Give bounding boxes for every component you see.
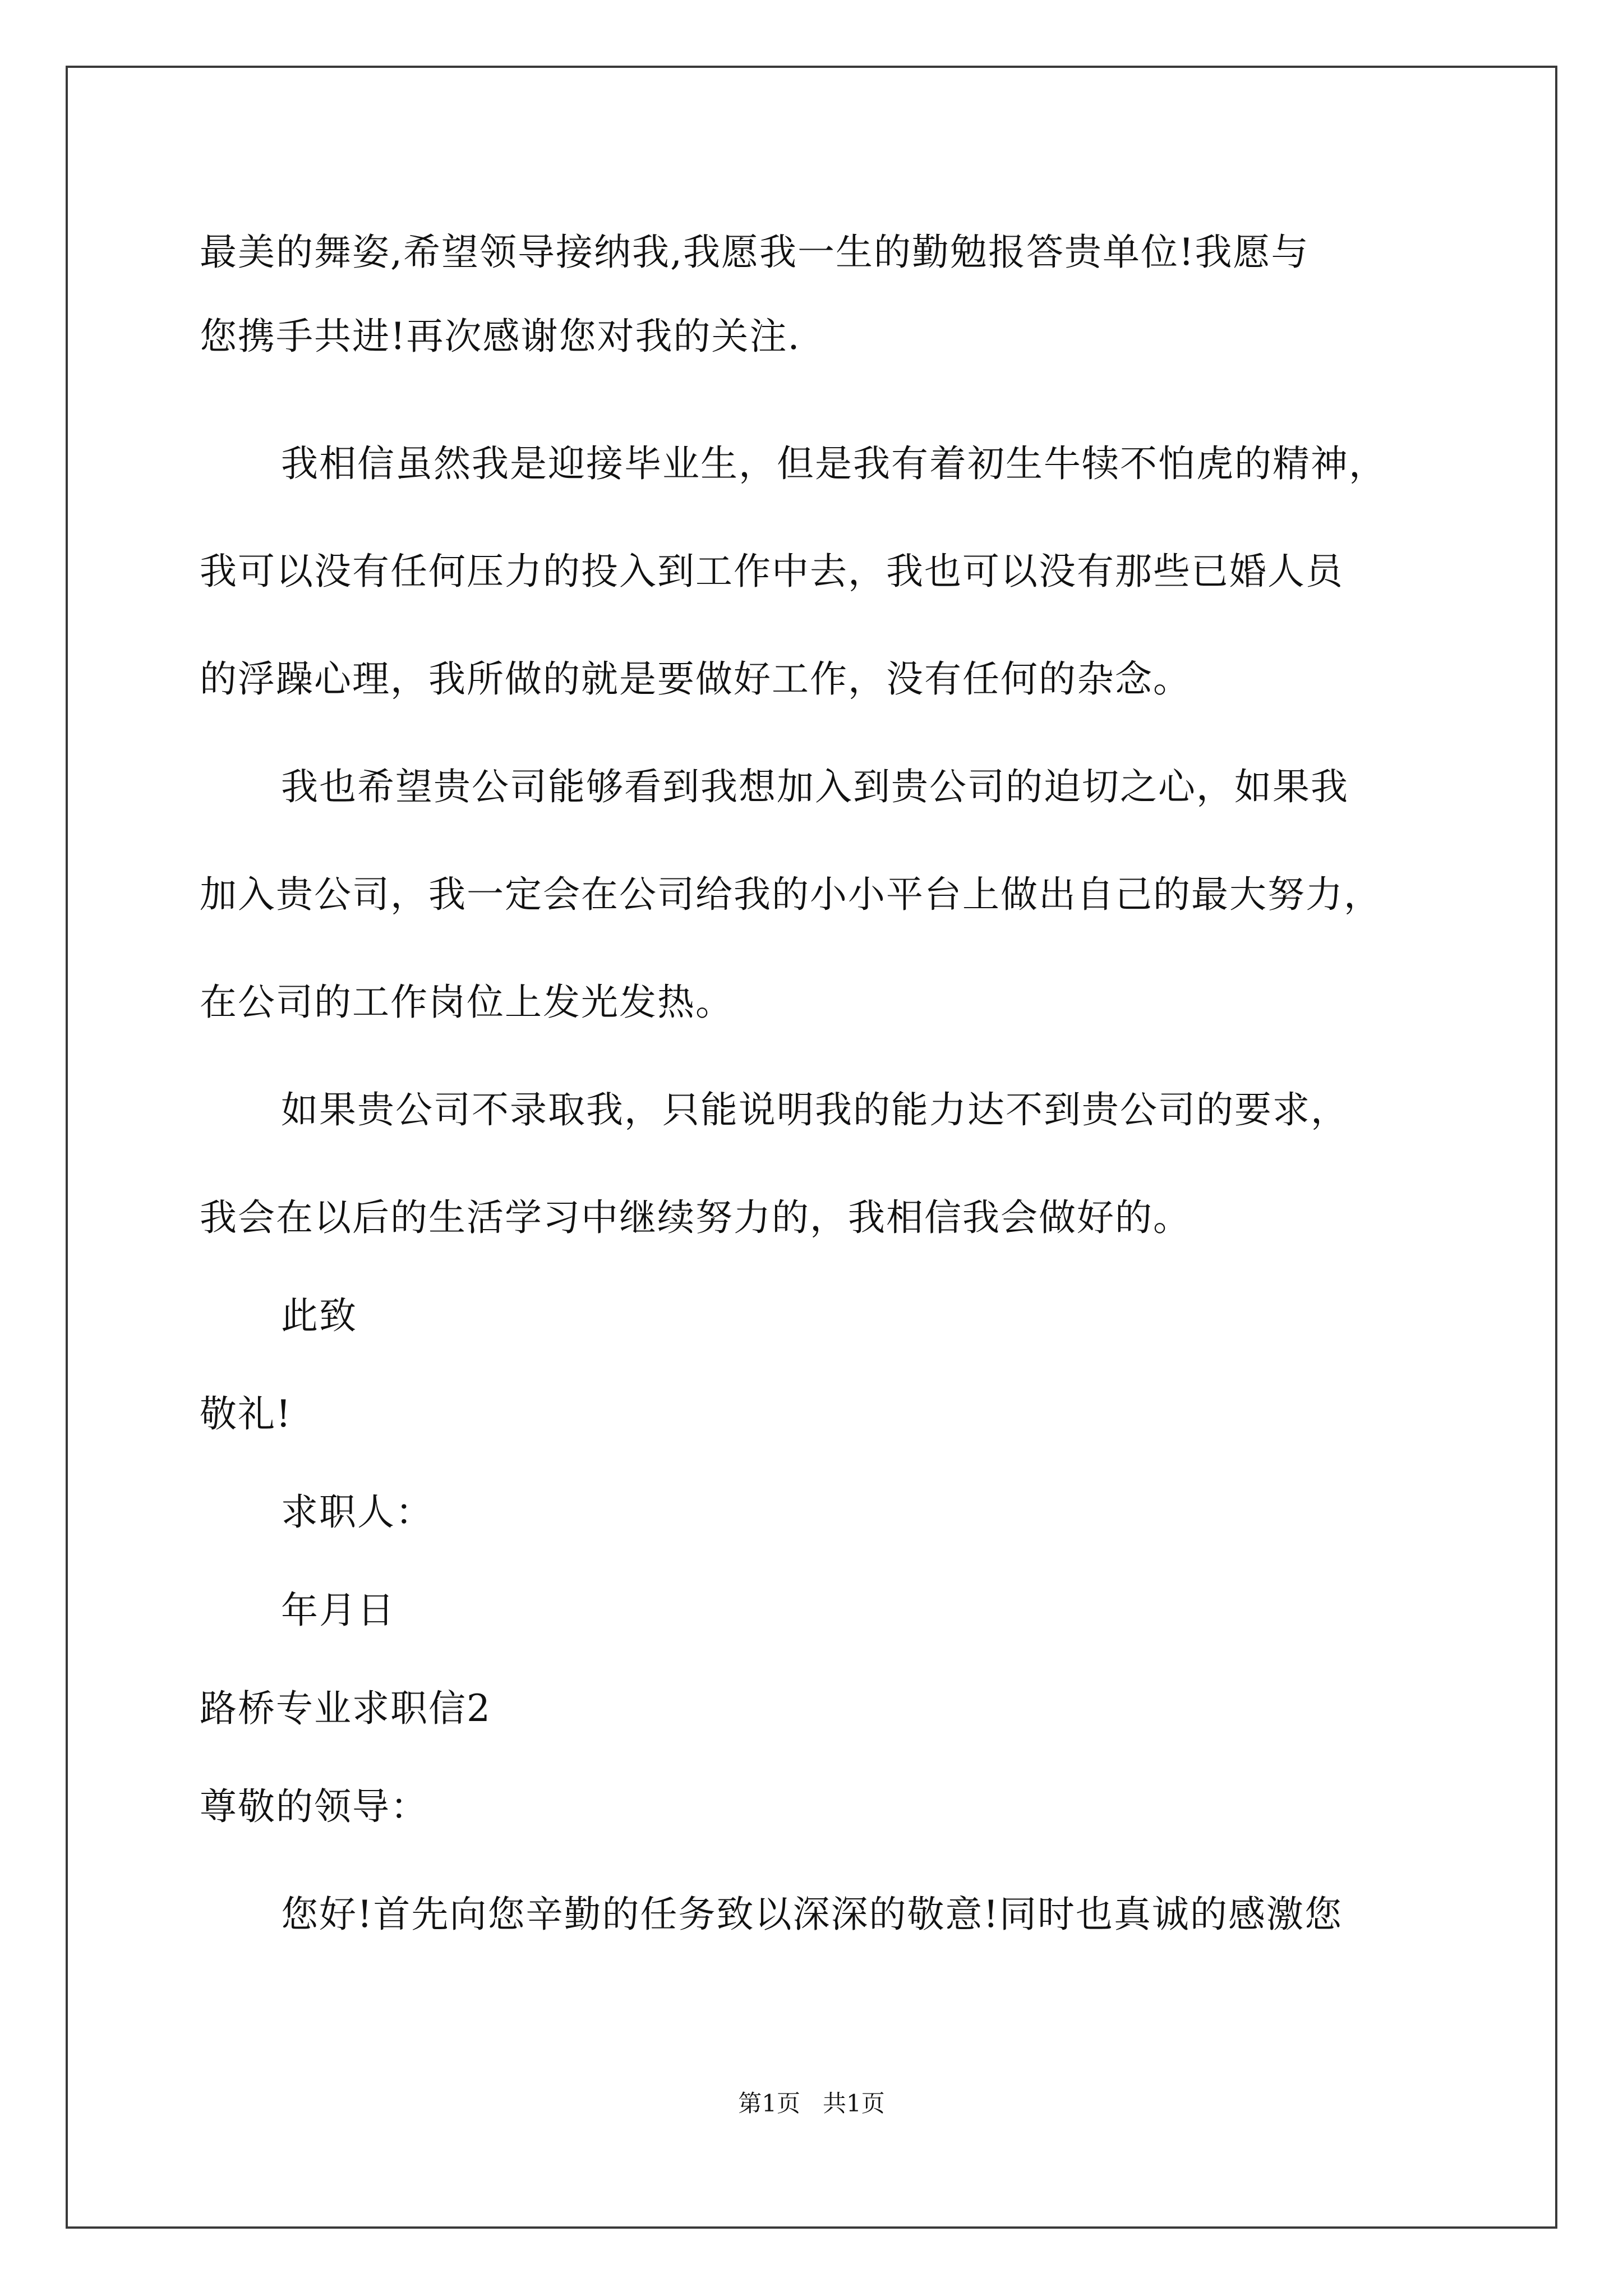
text-line: 您携手共进!再次感谢您对我的关注. <box>200 315 801 358</box>
closing-regards: 敬礼! <box>200 1392 292 1435</box>
text-line: 最美的舞姿,希望领导接纳我,我愿我一生的勤勉报答贵单位!我愿与 <box>200 231 1310 274</box>
closing-salutation: 此致 <box>281 1294 357 1337</box>
date-label: 年月日 <box>281 1589 395 1632</box>
text-line: 在公司的工作岗位上发光发热。 <box>200 981 734 1024</box>
paragraph-start-line: 我也希望贵公司能够看到我想加入到贵公司的迫切之心，如果我 <box>281 765 1349 808</box>
paragraph-start-line: 我相信虽然我是迎接毕业生，但是我有着初生牛犊不怕虎的精神， <box>281 442 1387 485</box>
text-line: 我可以没有任何压力的投入到工作中去，我也可以没有那些已婚人员 <box>200 550 1344 593</box>
text-line: 我会在以后的生活学习中继续努力的，我相信我会做好的。 <box>200 1196 1191 1239</box>
greeting: 尊敬的领导： <box>200 1785 428 1828</box>
page-number: 第1页 共1页 <box>738 2090 885 2117</box>
text-line: 加入贵公司，我一定会在公司给我的小小平台上做出自己的最大努力， <box>200 873 1382 916</box>
text-line: 的浮躁心理，我所做的就是要做好工作，没有任何的杂念。 <box>200 657 1191 701</box>
paragraph-start-line: 如果贵公司不录取我，只能说明我的能力达不到贵公司的要求， <box>281 1088 1349 1131</box>
paragraph-start-line: 您好!首先向您辛勤的任务致以深深的敬意!同时也真诚的感激您 <box>281 1893 1343 1936</box>
signature-label: 求职人： <box>281 1490 434 1534</box>
section-title: 路桥专业求职信2 <box>200 1687 491 1730</box>
